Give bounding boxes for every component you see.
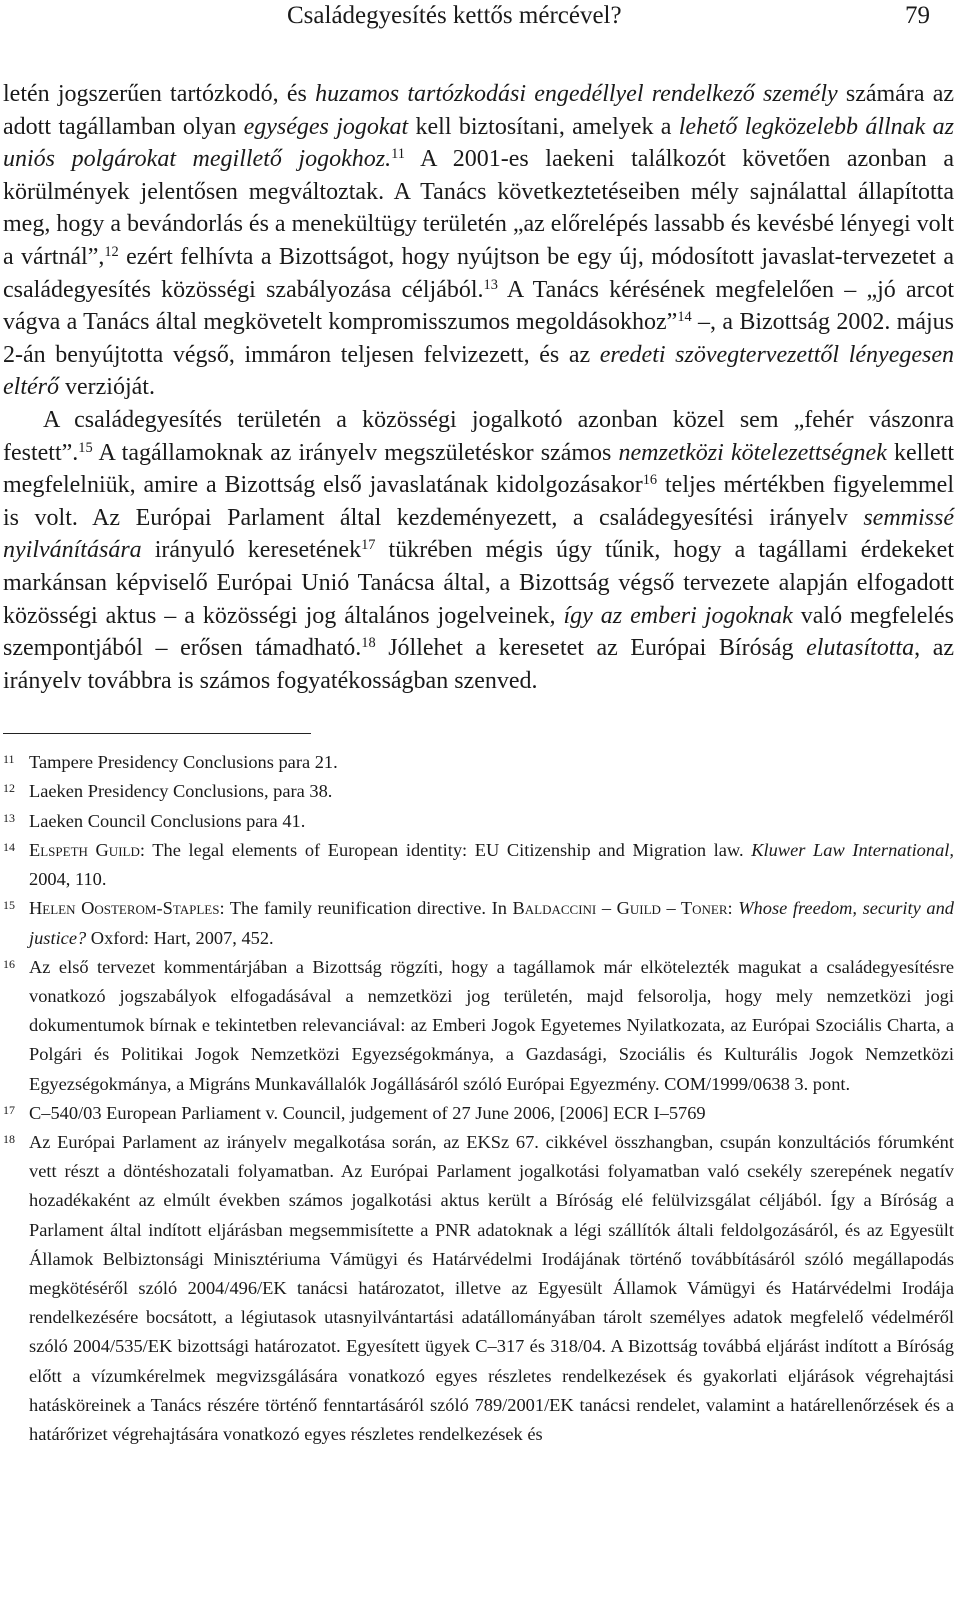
footnote-ref: 18	[361, 635, 376, 652]
footnote-ref: 13	[483, 276, 498, 293]
text-run: verzióját.	[58, 374, 155, 401]
footnote-text	[29, 1128, 954, 1449]
text-run: Jóllehet a keresetet az Európai Bíróság	[375, 635, 807, 662]
text-run: A Tanács kérésének megfelelően – „jó arcot vágva a Tanács által megkövetelt kompromisszumos megoldásokhoz”	[3, 276, 954, 336]
italic-text: elutasította	[806, 635, 915, 662]
footnote-number: 15	[3, 898, 15, 913]
footnote	[3, 1099, 954, 1128]
footnote-run: Az első tervezet kommentárjában a Bizottság rögzíti, hogy a tagállamok már elkötelezték magukat a családegyesítésre vonatkozó jogszabályok elfogadásával a nemzetközi jog területén, majd felsorolja, hogy mely nemzetközi jogi dokumentumok bírnak e tekintetben relevanciával: az Emberi Jogok Egyetemes Nyilatkozata, az Európai Szociális Charta, a Polgári és Politikai Jogok Nemzetközi Egyezségokmánya, a Gazdasági, Szociális és Kulturális Jogok Nemzetközi Egyezségokmánya, a Migráns Munkavállalók Jogállásáról szóló Európai Egyezmény. COM/1999/0638 3. pont.	[29, 956, 954, 1094]
footnote-run: Laeken Presidency Conclusions, para 38.	[29, 781, 333, 802]
footnote-number: 12	[3, 781, 15, 796]
italic-text: egységes jogokat	[243, 113, 409, 140]
italic-text: Whose freedom, security and justice?	[29, 898, 954, 948]
text-run: –, a Bizottság 2002. május 2-án benyújtotta végső, immáron teljesen felvizezett, és az	[3, 309, 954, 368]
author-name: Baldaccini – Guild – Toner	[512, 898, 728, 919]
footnote-ref: 11	[391, 146, 405, 163]
italic-text: huzamos tartózkodási engedéllyel rendelkező személy	[315, 81, 838, 107]
paragraph-2	[3, 404, 954, 697]
footnote-number: 18	[3, 1131, 15, 1146]
text-run: tükrében mégis úgy tűnik, hogy a tagállami érdekeket markánsan képviselő Európai Unió Tanácsa által, a Bizottság végső tervezete alapján elfogadott közösségi aktus – a közösségi jog általános jogelveinek	[3, 537, 954, 629]
footnote-text	[29, 777, 954, 806]
footnote-ref: 15	[78, 439, 93, 456]
text-run: A 2001-es laekeni találkozót követően azonban a körülmények jelentősen megváltoztak. A Tanács következtetéseiben mély sajnálattal állapította meg, hogy a bevándorlás és a menekültügy területén „az előrelépés lassabb és kevésbé lényegi volt a vártnál”,	[3, 146, 954, 270]
footnote-text	[29, 807, 954, 836]
footnote	[3, 836, 954, 894]
footnotes	[3, 748, 954, 1449]
footnote-run: 2004, 110.	[29, 869, 107, 890]
italic-text: nemzetközi kötelezettségnek	[618, 439, 887, 466]
text-run: , az irányelv továbbra is számos fogyatékosságban szenved.	[3, 635, 954, 694]
footnote-run: C–540/03 European Parliament v. Council, judgement of 27 June 2006, [2006] ECR I–5769	[29, 1102, 706, 1123]
italic-text: Kluwer Law International,	[751, 839, 954, 860]
footnote-text	[29, 953, 954, 1099]
footnote-run: Tampere Presidency Conclusions para 21.	[29, 752, 338, 773]
footnote	[3, 807, 954, 836]
footnote-ref: 14	[677, 309, 692, 326]
footnote-text	[29, 894, 954, 952]
footnote-run: :	[727, 898, 739, 919]
footnote-text	[29, 1099, 954, 1128]
footnote-run: : The legal elements of European identity: EU Citizenship and Migration law.	[139, 839, 752, 860]
text-run: számára az adott tagállamban olyan	[3, 81, 954, 140]
paragraph-1	[3, 78, 954, 404]
footnote-ref: 17	[361, 537, 376, 554]
footnote-run: : The family reunification directive. In	[219, 898, 513, 919]
footnote	[3, 1128, 954, 1449]
author-name: Helen Oosterom-Staples	[29, 898, 220, 919]
page-number: 79	[905, 2, 930, 29]
italic-text: eredeti szövegtervezettől lényegesen eltérő	[3, 341, 954, 401]
author-name: Elspeth Guild	[29, 839, 140, 860]
footnote-run: Laeken Council Conclusions para 41.	[29, 810, 306, 831]
text-run: való megfelelés szempontjából – erősen támadható.	[3, 602, 955, 662]
footnote-ref: 12	[104, 244, 119, 261]
text-run: irányuló keresetének	[141, 537, 362, 564]
footnote-text	[29, 748, 954, 777]
footnote-separator	[3, 733, 311, 734]
footnote	[3, 748, 954, 777]
footnote-text	[29, 836, 954, 894]
text-run: kellett megfelelniük, amire a Bizottság első javaslatának kidolgozásakor	[3, 439, 954, 499]
footnote-number: 13	[3, 810, 15, 825]
text-run: ezért felhívta a Bizottságot, hogy nyújtson be egy új, módosított javaslat-tervezetet a családegyesítés közösségi szabályozása céljából.	[3, 243, 954, 303]
footnote	[3, 894, 954, 952]
footnote	[3, 953, 954, 1099]
footnote-number: 11	[3, 752, 15, 767]
footnote-run: Az Európai Parlament az irányelv megalkotása során, az EKSz 67. cikkével összhangban, csupán konzultációs fórumként vett részt a döntéshozatali folyamatban. Az Európai Parlament jogalkotási folyamatban való csekély szerepének negatív hozadékaként az elmúlt években számos jogalkotási aktus került a Bíróság elé felülvizsgálat céljából. Így a Bíróság a Parlament által indított eljárásban megsemmisítette a PNR adatoknak a légi szállítók általi feldolgozásáról, és az Egyesült Államok Belbiztonsági Minisztériuma Vámügyi és Határvédelmi Irodájának történő továbbításáról szóló megállapodás megkötéséről szóló 2004/496/EK tanácsi határozatot, illetve az Egyesült Államok Vámügyi és Határvédelmi Irodája rendelkezésére bocsátott, a légiutasok utasnyilvántartási adatállományában tárolt személyes adatok megfelelő védelméről szóló 2004/535/EK bizottsági határozatot. Egyesített ügyek C–317 és 318/04. A Bizottság továbbá eljárást indított a Bíróság előtt a vízumkérelmek megvizsgálására vonatkozó egyes részletes rendelkezések és gyakorlati eljárások végrehajtási hatásköreinek a Tanács részére történő fenntartásáról szóló 789/2001/EK tanácsi rendelet, valamint a határellenőrzések és a határőrizet végrehajtására vonatkozó egyes részletes rendelkezések és	[29, 1131, 954, 1444]
italic-text: semmissé nyilvánítására	[3, 504, 954, 564]
text-run: letén jogszerűen tartózkodó, és	[3, 81, 316, 107]
text-run: A családegyesítés területén a közösségi jogalkotó azonban közel sem „fehér vászonra festett”.	[3, 406, 954, 466]
running-header	[3, 0, 954, 40]
footnote-number: 17	[3, 1102, 15, 1117]
footnote-ref: 16	[642, 472, 658, 489]
text-run: kell biztosítani, amelyek a	[408, 113, 679, 140]
footnote-number: 14	[3, 839, 15, 854]
footnote-number: 16	[3, 956, 15, 971]
footnote	[3, 777, 954, 806]
running-title: Családegyesítés kettős mércével?	[287, 2, 622, 29]
italic-text: , így az emberi jogoknak	[549, 602, 793, 629]
text-run: A tagállamoknak az irányelv megszületéskor számos	[92, 439, 619, 466]
footnote-run: Oxford: Hart, 2007, 452.	[86, 927, 274, 948]
italic-text: lehető legközelebb állnak az uniós polgárokat megillető jogokhoz.	[3, 113, 954, 173]
text-run: teljes mértékben figyelemmel is volt. Az Európai Parlament által kezdeményezett, a családegyesítési irányelv	[3, 472, 954, 531]
main-text	[3, 78, 954, 697]
